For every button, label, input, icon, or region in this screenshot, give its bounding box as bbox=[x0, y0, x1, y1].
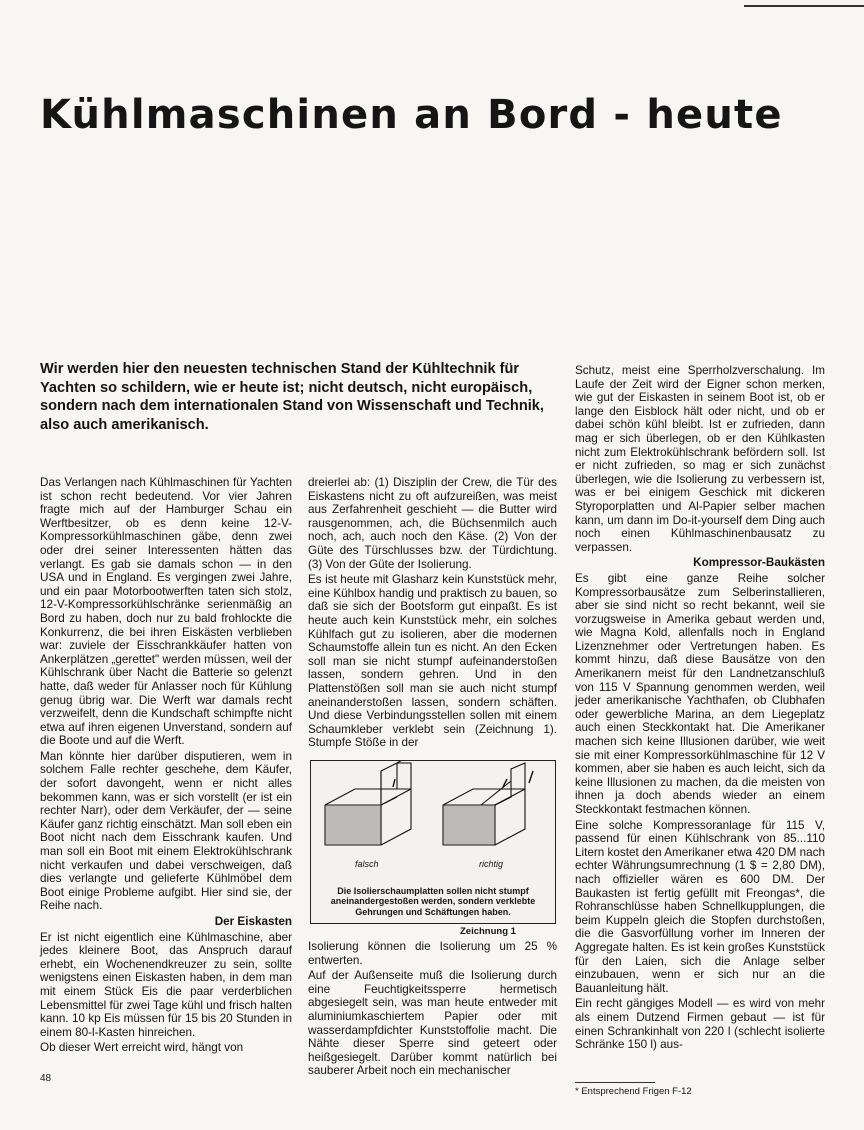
section-heading: Kompressor-Baukästen bbox=[693, 556, 825, 570]
top-edge-rule bbox=[744, 0, 864, 7]
column-middle-top bbox=[308, 476, 557, 752]
body-paragraph: Er ist nicht eigentlich eine Kühlmaschine, aber jedes kleinere Boot, das Anspruch darauf erhebt, ein Wochenendkreuzer zu sein, sollte wenigstens einen Eiskasten haben, in dem man mit einem Stück Eis die paar verderblichen Lebensmittel für zwei Tage kühl und frisch halten kann. 10 kp Eis müssen für 15 bis 20 Stunden in einem 80-l-Kasten hinreichen. bbox=[40, 930, 292, 1039]
column-left bbox=[40, 476, 292, 1057]
lead-paragraph: Wir werden hier den neuesten technischen Stand der Kühltechnik für Yachten so schildern, wie er heute ist; nicht deutsch, nicht europäisch, sondern nach dem internationalen Stand von Wissenschaft und Technik, also auch amerikanisch. bbox=[40, 361, 544, 433]
footnote-divider bbox=[575, 1082, 655, 1083]
body-paragraph: Schutz, meist eine Sperrholzverschalung. Im Laufe der Zeit wird der Eigner schon merken, wie gut der Eiskasten in seinem Boot ist, ob er lange den Eisblock hält oder nicht, und ob er dabei schön kühl bleibt. Ist er zufrieden, dann mag er sich überlegen, ob er den Kühlkasten nicht zum Elektrokühlschrank befördern soll. Ist er nicht zufrieden, so mag er sich zunächst überlegen, wie die Isolierung zu verbessern ist, was er bei einigem Geschick mit dickeren Styroporplatten und Al-Papier selber machen kann, um dann im Do-it-yourself dem Ding auch noch einen Kühlmaschinenbausatz zu verpassen. bbox=[575, 364, 825, 554]
section-heading: Der Eiskasten bbox=[214, 915, 292, 928]
body-paragraph: Es ist heute mit Glasharz kein Kunststück mehr, eine Kühlbox handig und praktisch zu bauen, so daß sie sich der Bootsform gut einpaßt. Es ist heute auch kein Kunststück mehr, ein solches Kühlfach gut zu isolieren, aber die modernen Schaumstoffe allein tun es nicht. An den Ecken soll man sie nicht stumpf aufeinanderstoßen lassen, sondern gehren. Und in den Plattenstößen soll man sie auch nicht stumpf aneinanderstoßen lassen, sondern schäften. Und diese Verbindungsstellen sollen mit einem Schaumkleber verklebt sein (Zeichnung 1). Stumpfe Stöße in der bbox=[308, 573, 557, 750]
label-right: richtig bbox=[479, 859, 504, 869]
body-paragraph: Ein recht gängiges Modell — es wird von mehr als einem Dutzend Firmen gebaut — ist für einen Schrankinhalt von 220 l (schlecht isolierte Schränke 150 l) aus- bbox=[575, 997, 825, 1052]
body-paragraph: Das Verlangen nach Kühlmaschinen für Yachten ist schon recht bedeutend. Vor vier Jahren fragte mich auf der Hamburger Schau ein Werftbesitzer, ob es denn keine 12-V-Kompressorkühlmaschinen gäbe, denn zwei oder drei seiner Interessenten hätten das verlangt. Es gab sie damals schon — in den USA und in England. Es vergingen zwei Jahre, und ein paar Motorbootwerften taten sich stolz, 12-V-Kompressorkühlschränke serienmäßig an Bord zu haben, doch nur zu bald frohlockte die Konkurrenz, die bei ihren Eiskästen verblieben war: zuviele der Eisschrankkäufer hatten von Ankerplätzen „gerettet" werden müssen, weil der Kühlschrank über Nacht die Batterie so gelenzt hatte, daß weder für Anlasser noch für Kühlung genug übrig war. Die Werft war damals recht verzweifelt, denn die Kundschaft schimpfte nicht etwa auf ihren eigenen Unverstand, sondern auf die Boote und auf die Werft. bbox=[40, 476, 292, 748]
body-paragraph: Isolierung können die Isolierung um 25 % entwerten. bbox=[308, 940, 557, 967]
page-number: 48 bbox=[40, 1073, 52, 1084]
figure-number: Zeichnung 1 bbox=[460, 926, 516, 937]
figure-drawing bbox=[310, 760, 556, 924]
body-paragraph: dreierlei ab: (1) Disziplin der Crew, die Tür des Eiskastens nicht zu oft aufzureißen, was meist aus Zerfahrenheit geschieht — die Butter wird rausgenommen, ach, die Büchsenmilch auch noch, ach, auch noch den Käse. (2) Von der Güte des Türschlusses bzw. der Türdichtung. (3) Von der Güte der Isolierung. bbox=[308, 476, 557, 571]
body-paragraph: Es gibt eine ganze Reihe solcher Kompressorbausätze zum Selberinstallieren, aber sie sind nicht so recht bekannt, weil sie vorzugsweise in Amerika gebaut werden und, wie Magna Kold, allenfalls noch in England Lizenznehmer oder Vertretungen haben. Es kommt hinzu, daß diese Bausätze von den Amerikanern meist für den Landnetzanschluß von 115 V Spannung genommen werden, weil jeder amerikanische Yachthafen, ob Clubhafen oder gewerbliche Marina, an dem Liegeplatz auch einen Steckkontakt hat. Die Amerikaner machen sich keine Illusionen darüber, wie weit sie mit einer Kompressorkühlmaschine für 12 V kommen, aber sie haben es auch leicht, sich da keine Illusionen zu machen, da die meisten von ihnen ja doch abends wieder an einem Steckkontakt festmachen können. bbox=[575, 571, 825, 816]
figure-caption: Die Isolierschaumplatten sollen nicht stumpf aneinandergestoßen werden, sondern verklebte Gehrungen und Schäftungen haben. bbox=[330, 885, 536, 917]
body-paragraph: Eine solche Kompressoranlage für 115 V, passend für einen Kühlschrank von 85...110 Litern kostet den Amerikaner etwa 420 DM nach echter Währungsumrechnung (1 $ = 2,80 DM), nach offizieller wären es 600 DM. Der Baukasten ist fertig gefüllt mit Freongas*, die Rohranschlüsse haben Schnellkupplungen, die beim Kuppeln gleich die Stopfen durchstoßen, die die Gasvorfüllung vorher im Inneren der Aggregate halten. Es ist kein großes Kunststück für den Laien, sich die Anlage selber einzubauen, wenn er sich nur an die Bauanleitung hält. bbox=[575, 818, 825, 995]
column-right bbox=[575, 364, 825, 1054]
article-title: Kühlmaschinen an Bord - heute bbox=[40, 92, 783, 138]
body-paragraph: Ob dieser Wert erreicht wird, hängt von bbox=[40, 1041, 244, 1055]
body-paragraph: Auf der Außenseite muß die Isolierung durch eine Feuchtigkeitssperre hermetisch abgesiegelt sein, was man heute entweder mit aluminiumkaschiertem Papier oder mit wasserdampfdichter Kunststoffolie macht. Die Nähte dieser Sperre sind geteert oder heißgesiegelt. Darüber kommt natürlich bei sauberer Arbeit noch ein mechanischer bbox=[308, 969, 557, 1078]
column-middle-bottom bbox=[308, 940, 557, 1080]
footnote: * Entsprechend Frigen F-12 bbox=[575, 1086, 692, 1097]
body-paragraph: Man könnte hier darüber disputieren, wem in solchem Falle rechter geschehe, dem Käufer, der sofort davongeht, wenn er nicht alles bekommen kann, was er sich vorstellt (er ist ein rechter Narr), oder dem Verkäufer, der — seine Käufer ganz richtig einschätzt. Man soll eben ein Boot nicht nach dem Eisschrank kaufen. Und man soll ein Boot mit einem Elektrokühlschrank nicht verkaufen und dabei verschweigen, daß dies verlangte und gelieferte Kühlmöbel dem Boot einige Probleme aufgibt. Hier sind sie, der Reihe nach. bbox=[40, 749, 292, 913]
label-wrong: falsch bbox=[355, 859, 379, 869]
